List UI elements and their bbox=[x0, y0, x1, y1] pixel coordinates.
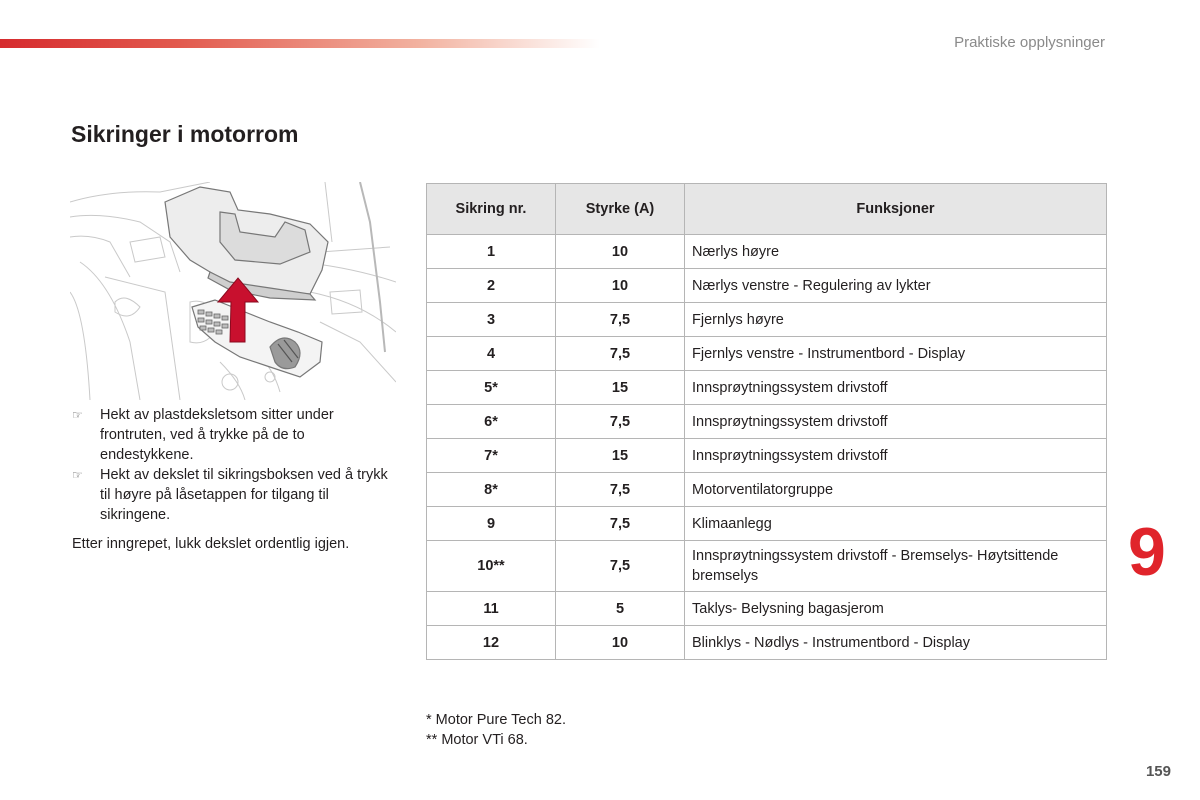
fuse-function: Innsprøytningssystem drivstoff bbox=[685, 405, 1107, 439]
fuse-number: 8* bbox=[427, 473, 556, 507]
page-number: 159 bbox=[1145, 763, 1171, 780]
header-amperage: Styrke (A) bbox=[556, 184, 685, 235]
fuse-amperage: 10 bbox=[556, 626, 685, 660]
instruction-list bbox=[72, 405, 392, 525]
fuse-table bbox=[426, 183, 1107, 660]
header-functions: Funksjoner bbox=[685, 184, 1107, 235]
fuse-number: 7* bbox=[427, 439, 556, 473]
fuse-function: Klimaanlegg bbox=[685, 507, 1107, 541]
fuse-function: Motorventilatorgruppe bbox=[685, 473, 1107, 507]
fuse-number: 6* bbox=[427, 405, 556, 439]
page-title: Sikringer i motorrom bbox=[71, 121, 299, 147]
table-row bbox=[427, 303, 1107, 337]
fuse-amperage: 7,5 bbox=[556, 473, 685, 507]
instruction-text: Hekt av plastdeksletsom sitter under frontruten, ved å trykke på de to endestykkene. bbox=[100, 407, 334, 463]
table-row bbox=[427, 439, 1107, 473]
table-row bbox=[427, 473, 1107, 507]
pointing-hand-icon: ☞ bbox=[72, 468, 83, 482]
fuse-number: 2 bbox=[427, 269, 556, 303]
table-row bbox=[427, 541, 1107, 592]
fuse-function: Fjernlys venstre - Instrumentbord - Display bbox=[685, 337, 1107, 371]
table-row bbox=[427, 405, 1107, 439]
table-row bbox=[427, 592, 1107, 626]
fuse-amperage: 7,5 bbox=[556, 507, 685, 541]
fuse-number: 12 bbox=[427, 626, 556, 660]
fuse-number: 3 bbox=[427, 303, 556, 337]
fuse-number: 5* bbox=[427, 371, 556, 405]
chapter-number: 9 bbox=[1128, 514, 1166, 590]
fuse-amperage: 7,5 bbox=[556, 405, 685, 439]
fuse-number: 4 bbox=[427, 337, 556, 371]
fuse-number: 11 bbox=[427, 592, 556, 626]
fuse-amperage: 7,5 bbox=[556, 541, 685, 592]
fuse-number: 1 bbox=[427, 235, 556, 269]
footnotes bbox=[426, 710, 566, 750]
fuse-amperage: 15 bbox=[556, 439, 685, 473]
fuse-function: Innsprøytningssystem drivstoff bbox=[685, 439, 1107, 473]
fuse-number: 9 bbox=[427, 507, 556, 541]
fuse-amperage: 10 bbox=[556, 235, 685, 269]
table-row bbox=[427, 507, 1107, 541]
after-procedure-note: Etter inngrepet, lukk dekslet ordentlig igjen. bbox=[72, 536, 350, 552]
instruction-item bbox=[72, 465, 392, 525]
fuse-amperage: 7,5 bbox=[556, 303, 685, 337]
fuse-function: Innsprøytningssystem drivstoff bbox=[685, 371, 1107, 405]
fuse-number: 10** bbox=[427, 541, 556, 592]
fuse-table-header-row bbox=[427, 184, 1107, 235]
pointing-hand-icon: ☞ bbox=[72, 408, 83, 422]
fuse-function: Innsprøytningssystem drivstoff - Bremselys- Høytsittende bremselys bbox=[685, 541, 1107, 592]
fuse-function: Taklys- Belysning bagasjerom bbox=[685, 592, 1107, 626]
fuse-function: Blinklys - Nødlys - Instrumentbord - Display bbox=[685, 626, 1107, 660]
fuse-amperage: 15 bbox=[556, 371, 685, 405]
header-accent-bar bbox=[0, 39, 600, 48]
fuse-function: Fjernlys høyre bbox=[685, 303, 1107, 337]
engine-fusebox-illustration bbox=[70, 182, 396, 400]
fuse-amperage: 7,5 bbox=[556, 337, 685, 371]
table-row bbox=[427, 235, 1107, 269]
section-name: Praktiske opplysninger bbox=[954, 34, 1105, 51]
header-fuse-number: Sikring nr. bbox=[427, 184, 556, 235]
fuse-function: Nærlys venstre - Regulering av lykter bbox=[685, 269, 1107, 303]
footnote: ** Motor VTi 68. bbox=[426, 732, 528, 748]
table-row bbox=[427, 626, 1107, 660]
fuse-amperage: 5 bbox=[556, 592, 685, 626]
fuse-function: Nærlys høyre bbox=[685, 235, 1107, 269]
footnote: * Motor Pure Tech 82. bbox=[426, 712, 566, 728]
fuse-amperage: 10 bbox=[556, 269, 685, 303]
table-row bbox=[427, 269, 1107, 303]
table-row bbox=[427, 337, 1107, 371]
instruction-item bbox=[72, 405, 392, 465]
table-row bbox=[427, 371, 1107, 405]
instruction-text: Hekt av dekslet til sikringsboksen ved å trykk til høyre på låsetappen for tilgang til sikringene. bbox=[100, 467, 388, 523]
